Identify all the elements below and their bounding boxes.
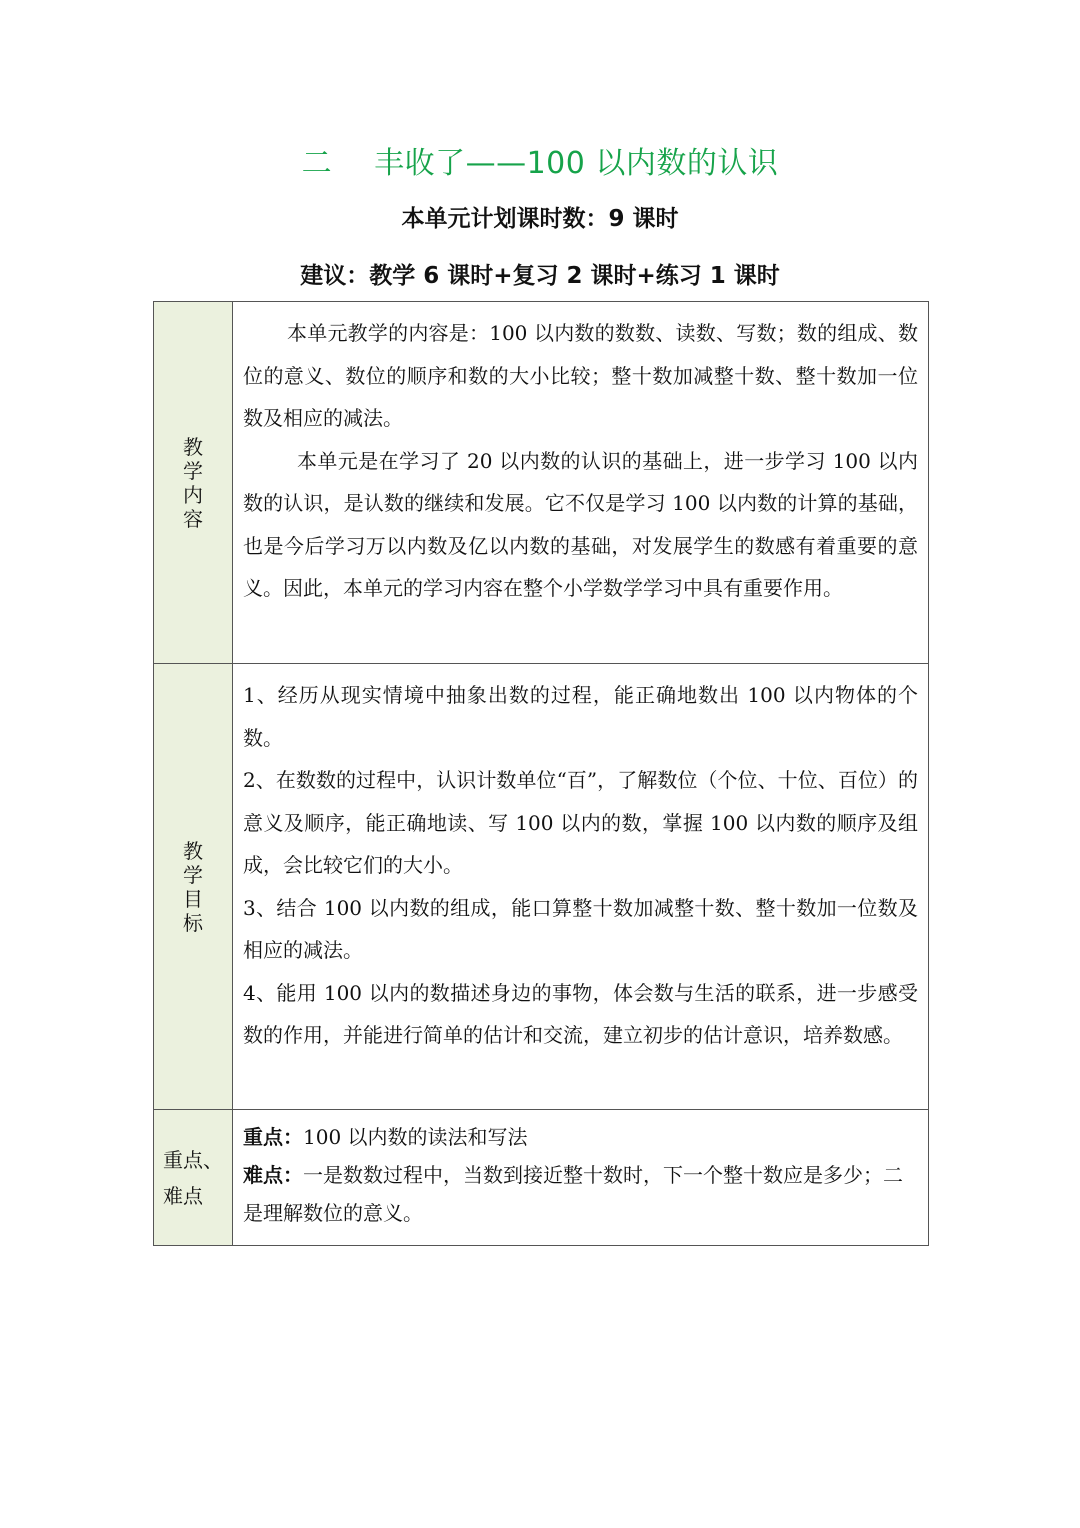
key-points-cell [233, 1110, 929, 1246]
unit-number: 二 [301, 146, 333, 181]
goals-row [154, 664, 929, 1110]
unit-title [0, 138, 1080, 182]
unit-title-text: 丰收了——100 以内数的认识 [374, 146, 779, 181]
goals-cell [233, 664, 929, 1110]
content-label: 教学内容 [183, 434, 203, 531]
key-points-label-cell [154, 1110, 233, 1246]
goal-item-4: 4、能用 100 以内的数描述身边的事物，体会数与生活的联系，进一步感受数的作用，并能进行简单的估计和交流，建立初步的估计意识，培养数感。 [243, 980, 918, 1047]
goal-item-1: 1、经历从现实情境中抽象出数的过程，能正确地数出 100 以内物体的个数。 [243, 683, 918, 750]
planned-hours: 本单元计划课时数：9 课时 [401, 206, 679, 232]
key-points-label-line2: 难点 [163, 1183, 203, 1208]
difficulty-line [243, 1156, 918, 1232]
content-paragraph-2: 本单元是在学习了 20 以内数的认识的基础上，进一步学习 100 以内数的认识，是认数的继续和发展。它不仅是学习 100 以内数的计算的基础，也是今后学习万以内数及亿以内数的基础，对发展学生的数感有着重要的意义。因此，本单元的学习内容在整个小学数学学习中具有重要作用。 [243, 448, 918, 600]
goals-label: 教学目标 [183, 838, 203, 935]
key-point-label: 重点： [243, 1125, 303, 1149]
key-point-line [243, 1118, 918, 1156]
difficulty-text: 一是数数过程中，当数到接近整十数时，下一个整十数应是多少；二是理解数位的意义。 [243, 1163, 903, 1225]
difficulty-label: 难点： [243, 1163, 303, 1187]
content-label-cell [154, 302, 233, 664]
key-points-row [154, 1110, 929, 1246]
teaching-plan-table [153, 301, 929, 1246]
key-points-label [163, 1142, 223, 1214]
goals-label-cell [154, 664, 233, 1110]
content-paragraph-1: 本单元教学的内容是：100 以内数的数数、读数、写数；数的组成、数位的意义、数位的顺序和数的大小比较；整十数加减整十数、整十数加一位数及相应的减法。 [243, 321, 918, 430]
goal-item-3: 3、结合 100 以内数的组成，能口算整十数加减整十数、整十数加一位数及相应的减法。 [243, 895, 918, 962]
key-point-text: 100 以内数的读法和写法 [303, 1125, 528, 1149]
key-points-label-line1: 重点、 [163, 1147, 223, 1172]
content-cell [233, 302, 929, 664]
goal-item-2: 2、在数数的过程中，认识计数单位“百”，了解数位（个位、十位、百位）的意义及顺序，能正确地读、写 100 以内的数，掌握 100 以内数的顺序及组成，会比较它们的大小。 [243, 768, 918, 877]
content-row [154, 302, 929, 664]
hours-suggestion: 建议：教学 6 课时+复习 2 课时+练习 1 课时 [300, 263, 780, 289]
